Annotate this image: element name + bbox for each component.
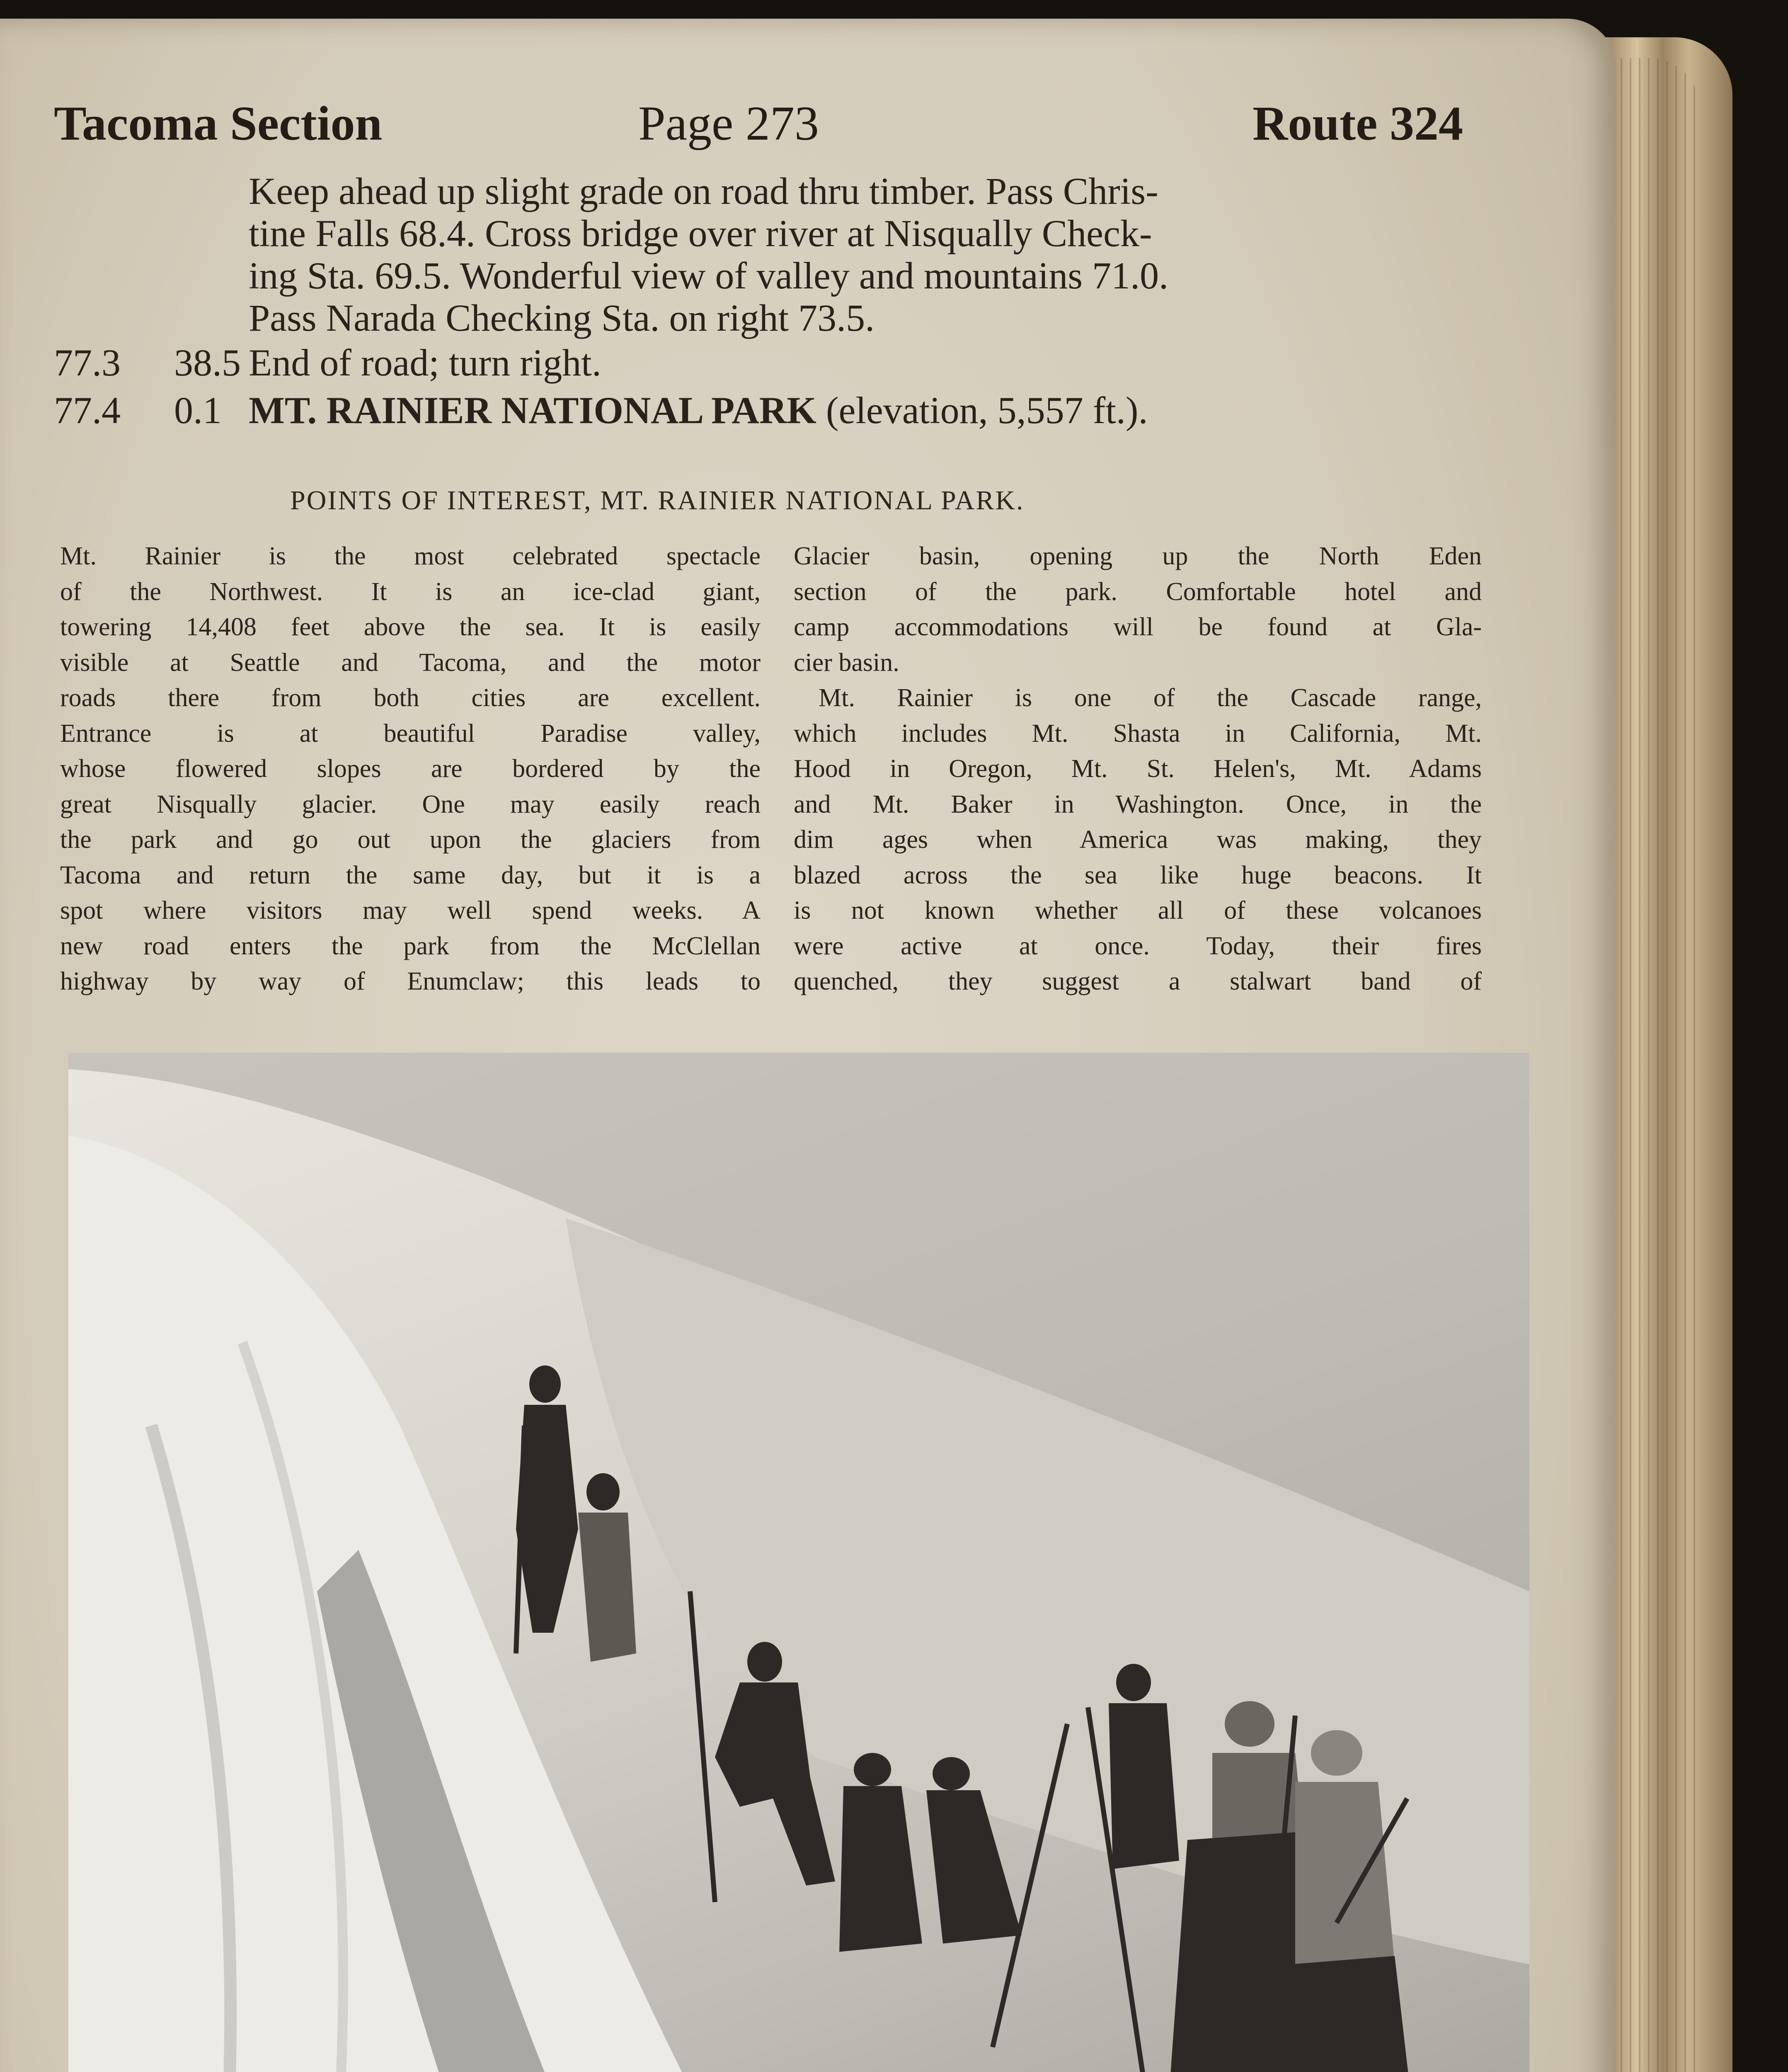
text-line: visible at Seattle and Tacoma, and the motor (60, 648, 761, 677)
text-line: Tacoma and return the same day, but it is a (60, 861, 761, 889)
route-line: Pass Narada Checking Sta. on right 73.5. (249, 297, 875, 339)
left-text-column (60, 539, 761, 1000)
mileage-instruction-text: (elevation, 5,557 ft.). (816, 389, 1148, 431)
text-line: dim ages when America was making, they (794, 825, 1482, 854)
text-line: Mt. Rainier is one of the Cascade range, (819, 684, 1482, 712)
route-number: Route 324 (1252, 96, 1463, 150)
text-line: the park and go out upon the glaciers from (60, 825, 761, 854)
text-line: were active at once. Today, their fires (794, 932, 1482, 960)
running-header (54, 95, 1463, 157)
text-line: spot where visitors may well spend weeks. A (60, 896, 761, 925)
text-line: and Mt. Baker in Washington. Once, in the (794, 790, 1482, 818)
text-line: blazed across the sea like huge beacons. It (794, 861, 1482, 889)
mileage-total: 77.4 (54, 389, 121, 431)
mileage-intermediate: 0.1 (174, 389, 222, 431)
points-of-interest-heading: POINTS OF INTEREST, MT. RAINIER NATIONAL PARK. (290, 485, 1025, 516)
section-title: Tacoma Section (54, 96, 383, 150)
page-number: Page 273 (638, 96, 819, 150)
text-line: towering 14,408 feet above the sea. It is easily (60, 613, 761, 641)
mileage-total: 77.3 (54, 341, 121, 384)
mileage-instruction (249, 340, 601, 385)
text-line: new road enters the park from the McClellan (60, 932, 761, 960)
text-line: which includes Mt. Shasta in California, Mt. (794, 719, 1482, 748)
mileage-instruction (249, 387, 1148, 433)
text-line: Glacier basin, opening up the North Eden (794, 542, 1482, 570)
text-line: of the Northwest. It is an ice-clad giant, (60, 577, 761, 606)
route-line: ing Sta. 69.5. Wonderful view of valley and mountains 71.0. (249, 254, 1169, 297)
route-line: Keep ahead up slight grade on road thru timber. Pass Chris- (249, 170, 1158, 212)
text-line: Mt. Rainier is the most celebrated spectacle (60, 542, 761, 570)
mileage-instruction-text: End of road; turn right. (249, 341, 601, 384)
text-line: cier basin. (794, 648, 899, 677)
text-line: section of the park. Comfortable hotel and (794, 577, 1482, 606)
mileage-row (54, 340, 1505, 385)
text-line: roads there from both cities are excellent. (60, 684, 761, 712)
text-line: highway by way of Enumclaw; this leads to (60, 967, 761, 995)
text-line: Entrance is at beautiful Paradise valley, (60, 719, 761, 748)
text-line: quenched, they suggest a stalwart band of (794, 967, 1482, 995)
glacier-photo-illustration (68, 1053, 1529, 2072)
route-directions (249, 170, 1488, 339)
text-line: Hood in Oregon, Mt. St. Helen's, Mt. Adams (794, 755, 1482, 783)
glacier-photograph (68, 1053, 1529, 2072)
text-line: whose flowered slopes are bordered by the (60, 755, 761, 783)
mileage-intermediate: 38.5 (174, 341, 241, 384)
mileage-row (54, 387, 1505, 433)
right-text-column (794, 539, 1482, 1000)
route-line: tine Falls 68.4. Cross bridge over river at Nisqually Check- (249, 212, 1152, 254)
text-line: great Nisqually glacier. One may easily reach (60, 790, 761, 818)
text-line: is not known whether all of these volcanoes (794, 896, 1482, 925)
destination-name: MT. RAINIER NATIONAL PARK (249, 389, 816, 431)
text-line: camp accommodations will be found at Gla- (794, 613, 1482, 641)
